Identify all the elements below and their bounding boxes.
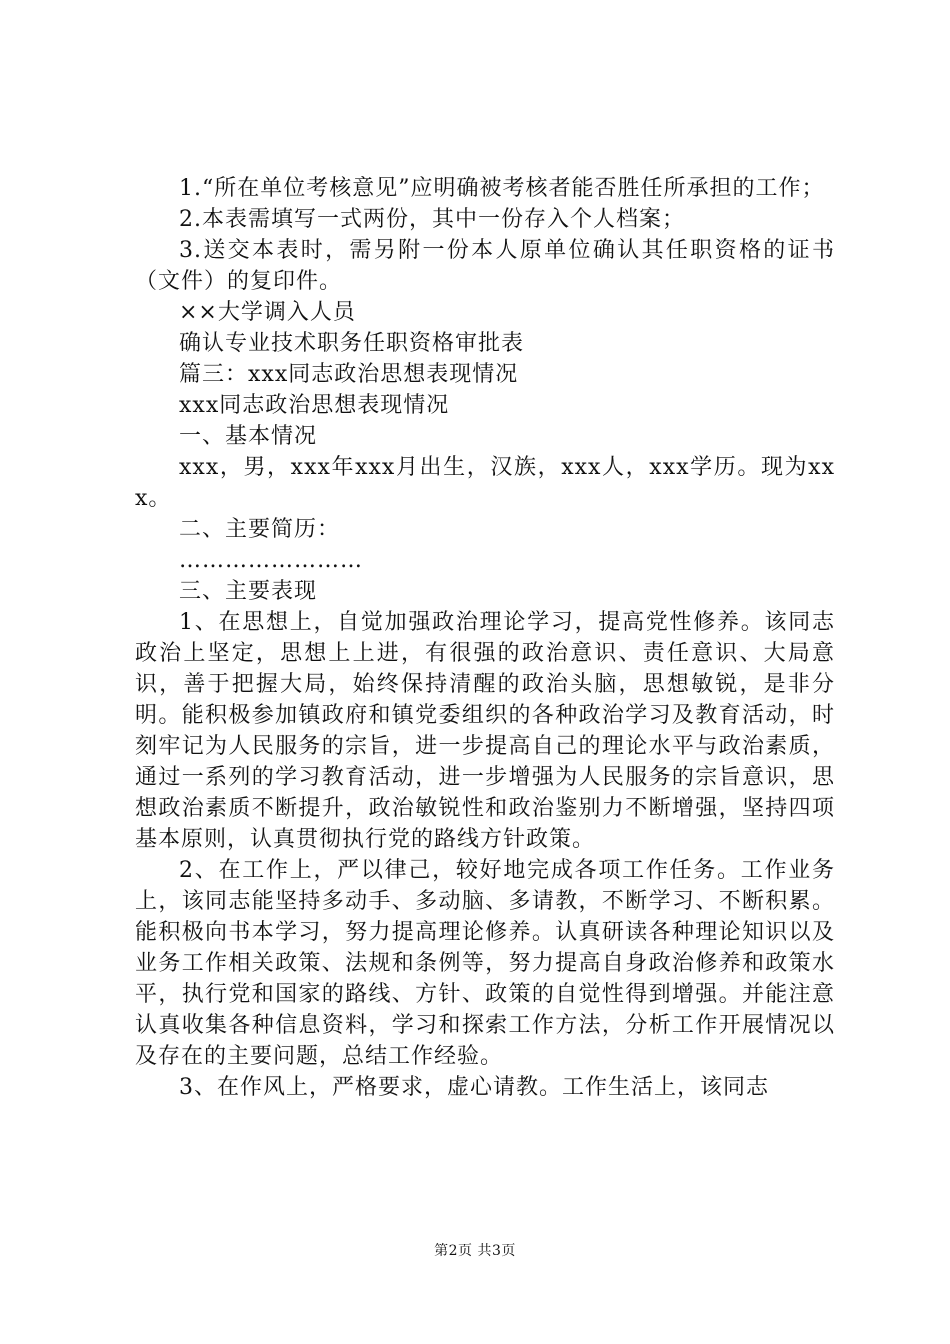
paragraph-work: 2、在工作上，严以律己，较好地完成各项工作任务。工作业务上，该同志能坚持多动手、多动脑、多请教，不断学习、不断积累。能积极向书本学习，努力提高理论修养。认真研读各种理论知识以及业务工作相关政策、法规和条例等，努力提高自身政治修养和政策水平，执行党和国家的路线、方针、政策的自觉性得到增强。并能注意认真收集各种信息资料，学习和探索工作方法，分析工作开展情况以及存在的主要问题，总结工作经验。 xyxy=(135,858,835,1069)
paragraph-ideology: 1、在思想上，自觉加强政治理论学习，提高党性修养。该同志政治上坚定，思想上上进，有很强的政治意识、责任意识、大局意识，善于把握大局，始终保持清醒的政治头脑，思想敏锐，是非分明。能积极参加镇政府和镇党委组织的各种政治学习及教育活动，时刻牢记为人民服务的宗旨，进一步提高自己的理论水平与政治素质，通过一系列的学习教育活动，进一步增强为人民服务的宗旨意识，思想政治素质不断提升，政治敏锐性和政治鉴别力不断增强，坚持四项基本原则，认真贯彻执行党的路线方针政策。 xyxy=(135,610,835,852)
heading-resume: 二、主要简历： xyxy=(179,517,341,542)
section-heading-part-three: 篇三：xxx同志政治思想表现情况 xyxy=(179,362,519,387)
document-title: xxx同志政治思想表现情况 xyxy=(179,393,450,418)
form-title-line-1: ××大学调入人员 xyxy=(179,300,356,325)
page-number-footer: 第2页 共3页 xyxy=(434,1243,516,1259)
heading-basic-info: 一、基本情况 xyxy=(179,424,318,449)
paragraph-note-3: 3.送交本表时，需另附一份本人原单位确认其任职资格的证书（文件）的复印件。 xyxy=(135,238,835,294)
heading-main-performance: 三、主要表现 xyxy=(179,579,318,604)
paragraph-basic-info: xxx，男，xxx年xxx月出生，汉族，xxx人，xxx学历。现为xxx。 xyxy=(135,455,835,511)
paragraph-note-2: 2.本表需填写一式两份，其中一份存入个人档案； xyxy=(179,207,685,232)
document-body xyxy=(135,173,835,1103)
paragraph-note-1: 1.“所在单位考核意见”应明确被考核者能否胜任所承担的工作； xyxy=(179,176,825,201)
form-title-line-2: 确认专业技术职务任职资格审批表 xyxy=(179,331,525,356)
resume-placeholder-dots: …………………… xyxy=(179,548,363,573)
paragraph-style: 3、在作风上，严格要求，虚心请教。工作生活上，该同志 xyxy=(179,1075,769,1100)
